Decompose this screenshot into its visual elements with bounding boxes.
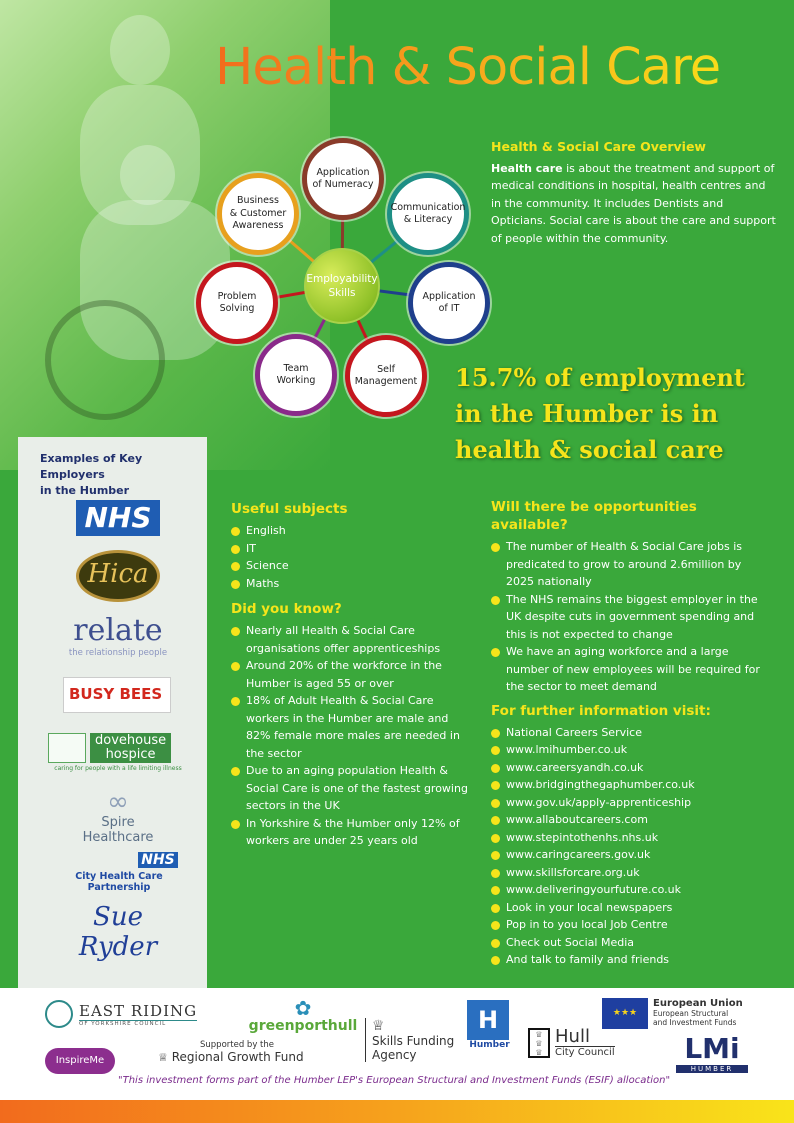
employment-stat xyxy=(455,360,785,468)
list-item: IT xyxy=(231,540,476,558)
overview-body: is about the treatment and support of medical conditions in hospital, health centres and in the community. It includes Dentists and Opticians. Social care is about the care and support of people within the community. xyxy=(491,161,776,245)
eu-sub-line2: and Investment Funds xyxy=(653,1018,737,1027)
further-list xyxy=(491,724,761,969)
skill-problem-line2: Solving xyxy=(219,303,255,314)
useful-list xyxy=(231,522,476,592)
list-link[interactable]: www.skillsforcare.org.uk xyxy=(491,864,761,882)
skill-team-line1: Team xyxy=(283,362,309,374)
spire-icon: ∞ xyxy=(107,787,129,817)
eu-sub-line1: European Structural xyxy=(653,1009,729,1018)
rgf-line xyxy=(158,1050,308,1064)
skill-team-working xyxy=(255,334,337,416)
humber-h-icon: H xyxy=(467,1000,509,1040)
dove-word2: hospice xyxy=(105,747,156,762)
opportunities-heading: Will there be opportunities available? xyxy=(491,499,697,533)
list-item: And talk to family and friends xyxy=(491,951,761,969)
didyouknow-heading: Did you know? xyxy=(231,601,342,617)
list-item: Due to an aging population Health & Social Care is one of the fastest growing sectors in the UK xyxy=(231,762,476,815)
list-item: Maths xyxy=(231,575,476,593)
stat-line-2: in the Humber is in xyxy=(455,399,719,428)
greenport-logo xyxy=(248,998,358,1034)
skill-self-management xyxy=(345,335,427,417)
skill-communication-line1: Communication xyxy=(390,201,466,213)
list-link[interactable]: www.stepintothenhs.nhs.uk xyxy=(491,829,761,847)
overview-heading: Health & Social Care Overview xyxy=(491,139,706,154)
overview-text xyxy=(491,160,776,248)
east-riding-sub: OF YORKSHIRE COUNCIL xyxy=(79,1020,197,1027)
sue-ryder-logo: Sue Ryder xyxy=(78,902,158,962)
sfa-logo xyxy=(365,1018,455,1062)
list-link[interactable]: www.bridgingthegaphumber.co.uk xyxy=(491,776,761,794)
sfa-line1: Skills Funding xyxy=(372,1034,455,1048)
skill-problem-line1: Problem xyxy=(217,290,257,302)
list-item: 18% of Adult Health & Social Care workers in the Humber are male and 82% female more males are needed in the sector xyxy=(231,692,476,762)
dove-tagline: caring for people with a life limiting illness xyxy=(54,765,182,772)
list-item: Science xyxy=(231,557,476,575)
east-riding-name: EAST RIDING xyxy=(79,1001,198,1020)
dove-word1: dovehouse xyxy=(95,733,167,748)
nhs-logo: NHS xyxy=(76,500,160,536)
bottom-gradient-strip xyxy=(0,1100,794,1123)
hica-logo: Hica xyxy=(76,550,160,602)
list-link[interactable]: www.lmihumber.co.uk xyxy=(491,741,761,759)
skill-it-line1: Application xyxy=(422,290,476,302)
east-riding-logo xyxy=(45,1000,210,1028)
eu-name: European Union xyxy=(653,998,743,1009)
lmi-name: LMi xyxy=(684,1032,740,1065)
chcp-name: City Health Care Partnership xyxy=(75,871,163,893)
skill-self-line2: Management xyxy=(354,376,418,387)
lmi-sub: HUMBER xyxy=(676,1065,748,1073)
opportunities-list xyxy=(491,538,761,696)
list-item: Look in your local newspapers xyxy=(491,899,761,917)
skill-business-line1: Business xyxy=(237,195,279,207)
lmi-humber-logo xyxy=(676,1033,748,1073)
hull-council-logo xyxy=(528,1028,623,1058)
list-item: The NHS remains the biggest employer in the UK despite cuts in government spending and this is not expected to change xyxy=(491,591,761,644)
list-link[interactable]: www.caringcareers.gov.uk xyxy=(491,846,761,864)
greenport-name: greenporthull xyxy=(248,1018,358,1034)
useful-heading: Useful subjects xyxy=(231,501,348,517)
list-item: Check out Social Media xyxy=(491,934,761,952)
list-item: Around 20% of the workforce in the Humber is aged 55 or over xyxy=(231,657,476,692)
employers-heading xyxy=(40,451,207,499)
skill-business-line3: Awareness xyxy=(232,220,284,232)
spire-name: Spire Healthcare xyxy=(82,815,154,845)
skill-team-line2: Working xyxy=(276,375,316,386)
skill-communication xyxy=(387,173,469,255)
chcp-logo xyxy=(50,852,188,893)
skill-numeracy-line1: Application xyxy=(316,166,370,178)
east-riding-emblem-icon xyxy=(45,1000,73,1028)
eu-flag-icon: ★★★ xyxy=(602,998,648,1029)
hull-name: Hull xyxy=(555,1026,590,1047)
employers-heading-line2: in the Humber xyxy=(40,484,130,497)
skill-center-line1: Employability xyxy=(306,273,378,285)
eu-logo xyxy=(602,998,772,1029)
list-item: Nearly all Health & Social Care organisations offer apprenticeships xyxy=(231,622,476,657)
list-link[interactable]: www.allaboutcareers.com xyxy=(491,811,761,829)
list-link[interactable]: www.deliveringyourfuture.co.uk xyxy=(491,881,761,899)
sfa-line2: Agency xyxy=(372,1048,417,1062)
middle-column xyxy=(231,500,476,850)
list-item: We have an aging workforce and a large number of new employees will be required for the sector to meet demand xyxy=(491,643,761,696)
rgf-supported: Supported by the xyxy=(200,1040,275,1050)
esif-statement: "This investment forms part of the Humber LEP's European Structural and Investment Funds (ESIF) allocation" xyxy=(118,1075,671,1086)
dovehouse-logo xyxy=(48,733,188,772)
list-link[interactable]: www.careersyandh.co.uk xyxy=(491,759,761,777)
hull-sub: City Council xyxy=(555,1047,615,1058)
right-column xyxy=(491,498,761,969)
skill-numeracy xyxy=(302,138,384,220)
rgf-logo xyxy=(158,1040,308,1064)
dove-icon xyxy=(48,733,86,763)
skill-employability xyxy=(304,248,380,324)
skill-business-line2: & Customer xyxy=(229,207,287,219)
overview-lead: Health care xyxy=(491,161,563,175)
list-item: The number of Health & Social Care jobs is predicated to grow to around 2.6million by 2025 nationally xyxy=(491,538,761,591)
list-item: Pop in to you local Job Centre xyxy=(491,916,761,934)
sfa-crest-icon: ♕ xyxy=(372,1018,385,1034)
skill-business xyxy=(217,173,299,255)
further-heading: For further information visit: xyxy=(491,702,711,719)
skill-center-line2: Skills xyxy=(328,287,356,299)
employers-panel xyxy=(18,437,207,988)
didyouknow-list xyxy=(231,622,476,850)
rgf-name: Regional Growth Fund xyxy=(171,1050,304,1064)
crown-icon: ♕ xyxy=(158,1051,168,1064)
skill-it xyxy=(408,262,490,344)
list-item: National Careers Service xyxy=(491,724,761,742)
list-link[interactable]: www.gov.uk/apply-apprenticeship xyxy=(491,794,761,812)
spire-logo xyxy=(66,789,170,845)
skill-numeracy-line2: of Numeracy xyxy=(312,179,374,190)
list-item: In Yorkshire & the Humber only 12% of workers are under 25 years old xyxy=(231,815,476,850)
skill-self-line1: Self xyxy=(377,363,395,375)
relate-tagline: the relationship people xyxy=(68,648,168,658)
stat-line-3: health & social care xyxy=(455,435,724,464)
list-item: English xyxy=(231,522,476,540)
busy-bees-logo: BUSY BEES xyxy=(63,677,171,713)
employers-heading-line1: Examples of Key Employers xyxy=(40,452,143,481)
skill-communication-line2: & Literacy xyxy=(403,214,453,225)
relate-logo xyxy=(58,614,178,658)
chcp-nhs-badge: NHS xyxy=(138,852,178,868)
skill-problem-solving xyxy=(196,262,278,344)
stat-line-1: 15.7% of employment xyxy=(455,363,746,392)
skill-it-line2: of IT xyxy=(438,303,460,314)
greenport-windmill-icon: ✿ xyxy=(294,996,312,1020)
hull-crowns-icon: ♕ ♕ ♕ xyxy=(528,1028,550,1058)
inspireme-logo: InspireMe xyxy=(45,1048,115,1074)
humber-name: Humber xyxy=(469,1040,510,1050)
overview-section xyxy=(491,138,776,247)
relate-name: relate xyxy=(73,613,163,648)
humber-lep-logo xyxy=(467,1000,512,1050)
page-title: Health & Social Care xyxy=(215,38,721,97)
